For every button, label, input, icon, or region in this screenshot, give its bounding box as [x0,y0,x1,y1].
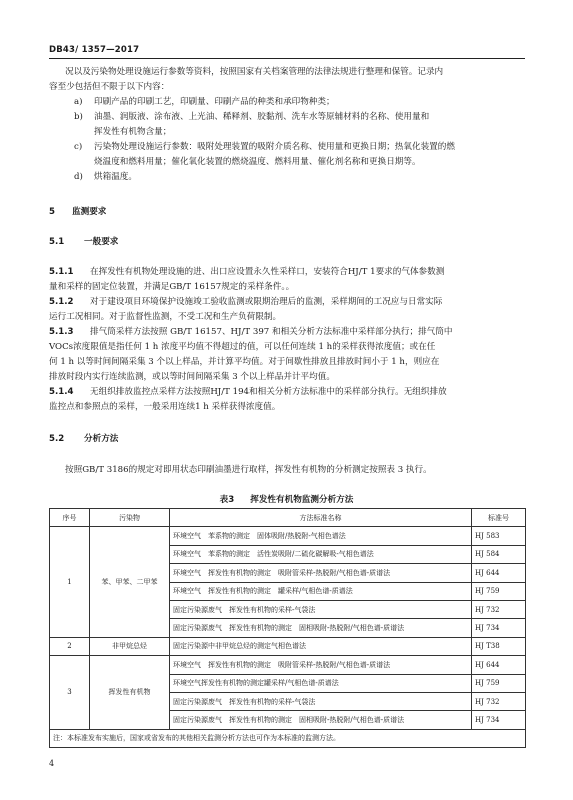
clause-text: 在挥发性有机物处理设施的进、出口应设置永久性采样口，安装符合HJ/T 1要求的气体参数测 [90,267,445,277]
cell-standard: HJ 644 [472,564,526,582]
cell-method: 环境空气 挥发性有机物的测定 罐采样/气相色谱-质谱法 [170,582,472,600]
cell-method: 固定污染源废气 挥发性有机物的采样-气袋法 [170,600,472,618]
cell-standard: HJ 759 [472,582,526,600]
header-seq: 序号 [50,509,90,527]
table-note: 注：本标准发布实施后，国家或省发布的其他相关监测分析方法也可作为本标准的监测方法。 [50,729,526,747]
section-number: 5.1 [49,237,65,247]
table-caption-number: 表3 [219,495,235,505]
cell-standard: HJ 732 [472,600,526,618]
list-item-text: 印刷产品的印刷工艺，印刷量、印刷产品的种类和承印物种类； [94,97,335,107]
cell-standard: HJ 734 [472,711,526,729]
table-row [50,656,526,674]
cell-standard: HJ T38 [472,637,526,655]
clause-text: 无组织排放监控点采样方法按照HJ/T 194和相关分析方法标准中的采样部分执行。无组织排放 [90,387,447,397]
section-title: 分析方法 [84,434,119,444]
list-item-text: 挥发性有机物含量； [94,127,172,137]
clause-text: 监控点和参照点的采样，一般采用连续1 h 采样获得浓度值。 [49,402,281,412]
table-header-row [50,509,526,527]
list-marker: b) [74,112,83,122]
clause-number: 5.1.1 [49,267,74,277]
clause-number: 5.1.2 [49,297,74,307]
clause-text: 量和采样的固定位装置，并满足GB/T 16157规定的采样条件。。 [49,282,295,292]
clause-text: 对于建设项目环境保护设施竣工验收监测或限期治理后的监测，采样期间的工况应与日常实际 [90,297,443,307]
clause-text: 排气筒采样方法按照 GB/T 16157、HJ/T 397 和相关分析方法标准中采样部分执行；排气筒中 [90,327,453,337]
cell-method: 环境空气 挥发性有机物的测定 吸附管采样-热脱附/气相色谱-质谱法 [170,564,472,582]
section-number: 5 [49,207,55,217]
header-pollutant: 污染物 [90,509,170,527]
cell-standard: HJ 734 [472,619,526,637]
cell-standard: HJ 732 [472,692,526,710]
clause-number: 5.1.3 [49,327,74,337]
page-number: 4 [49,759,55,768]
cell-seq: 1 [50,527,90,637]
section-number: 5.2 [49,434,65,444]
cell-method: 固定污染源废气 挥发性有机物的测定 固相吸附-热脱附/气相色谱-质谱法 [170,619,472,637]
cell-method: 环境空气 苯系物的测定 固体吸附/热脱附-气相色谱法 [170,527,472,545]
cell-method: 环境空气 苯系物的测定 活性炭吸附/二硫化碳解吸-气相色谱法 [170,545,472,563]
intro-line-2: 容至少包括但不限于以下内容： [49,82,170,92]
list-marker: c) [74,142,83,152]
clause-text: 运行工况相同。对于监督性监测，不受工况和生产负荷限制。 [49,312,282,322]
analysis-methods-table [49,508,526,748]
intro-line-1: 况以及污染物处理设施运行参数等资料，按照国家有关档案管理的法律法规进行整理和保管。记录内 [65,67,444,77]
header-standard: 标准号 [472,509,526,527]
list-marker: d) [74,172,83,182]
table-caption-title: 挥发性有机物监测分析方法 [250,495,354,505]
cell-method: 环境空气 挥发性有机物的测定 吸附管采样-热脱附/气相色谱-质谱法 [170,656,472,674]
clause-text: 何 1 h 以等时间间隔采集 3 个以上样品，并计算平均值。对于间歇性排放且排放时间小于 1 h，则应在 [49,357,440,367]
table-note-row [50,729,526,747]
cell-method: 固定污染源中非甲烷总烃的测定气相色谱法 [170,637,472,655]
list-item-text: 污染物处理设施运行参数：吸附处理装置的吸附介质名称、使用量和更换日期；热氧化装置的燃 [94,142,455,152]
list-item-text: 烧温度和燃料用量；催化氧化装置的燃烧温度、燃料用量、催化剂名称和更换日期等。 [94,157,421,167]
standard-code: DB43/ 1357—2017 [49,45,140,55]
list-marker: a) [74,97,83,107]
analysis-paragraph: 按照GB/T 3186的规定对即用状态印刷油墨进行取样，挥发性有机物的分析测定按照表 3 执行。 [65,465,432,475]
cell-pollutant: 挥发性有机物 [90,656,170,730]
list-item-text: 油墨、润版液、涂布液、上光油、稀释剂、胶黏剂、洗车水等原辅材料的名称、使用量和 [94,112,430,122]
cell-method: 固定污染源废气 挥发性有机物的测定 固相吸附-热脱附/气相色谱-质谱法 [170,711,472,729]
cell-method: 环境空气挥发性有机物的测定罐采样/气相色谱-质谱法 [170,674,472,692]
cell-standard: HJ 583 [472,527,526,545]
table-caption [0,493,573,505]
table-row [50,527,526,545]
cell-pollutant: 苯、甲苯、二甲苯 [90,527,170,637]
list-item-text: 烘箱温度。 [94,172,137,182]
section-title: 监测要求 [72,207,107,217]
header-rule [49,58,525,59]
cell-standard: HJ 584 [472,545,526,563]
table-row [50,637,526,655]
cell-method: 固定污染源废气 挥发性有机物的采样-气袋法 [170,692,472,710]
clause-text: 排放时段内实行连续监测，或以等时间间隔采集 3 个以上样品并计平均值。 [49,372,335,382]
cell-standard: HJ 759 [472,674,526,692]
header-method: 方法标准名称 [170,509,472,527]
cell-seq: 2 [50,637,90,655]
cell-pollutant: 非甲烷总烃 [90,637,170,655]
cell-seq: 3 [50,656,90,730]
cell-standard: HJ 644 [472,656,526,674]
clause-number: 5.1.4 [49,387,74,397]
clause-text: VOCs浓度限值是指任何 1 h 浓度平均值不得超过的值，可以任何连续 1 h的采样获得浓度值；或在任 [49,342,436,352]
section-title: 一般要求 [84,237,119,247]
